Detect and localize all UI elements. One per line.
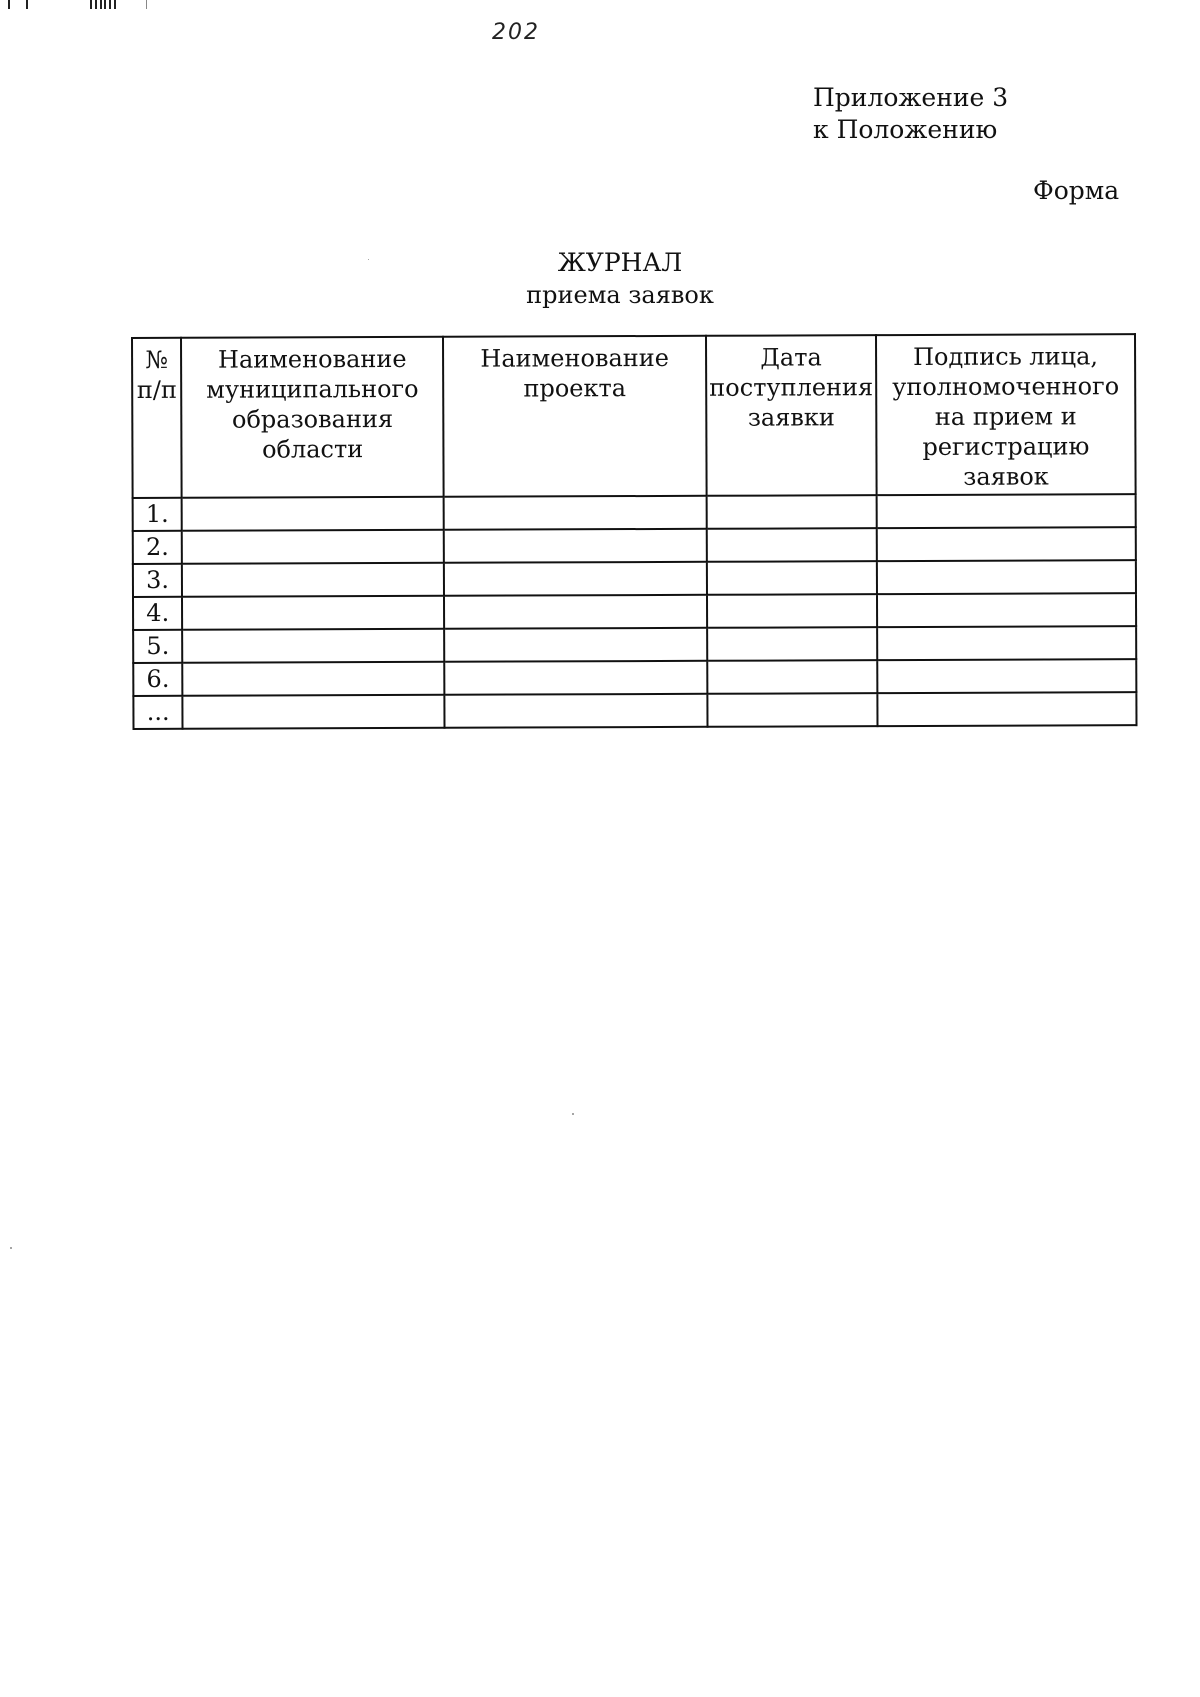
cell-municipality	[182, 629, 444, 663]
header-number: № п/п	[132, 338, 182, 498]
cell-date	[707, 528, 877, 562]
cell-signature	[877, 560, 1136, 594]
header-signature: Подпись лица, уполномоченного на прием и регистрацию заявок	[876, 334, 1136, 495]
form-label: Форма	[1033, 176, 1120, 205]
table-row	[133, 527, 1136, 564]
cell-municipality	[182, 530, 444, 564]
scan-speck	[10, 1247, 12, 1249]
appendix-line-2: к Положению	[813, 115, 998, 144]
cell-signature	[877, 659, 1136, 693]
table-row	[133, 494, 1136, 531]
cell-project	[444, 562, 707, 596]
table-row	[133, 626, 1136, 663]
document-title: ЖУРНАЛ	[557, 248, 683, 277]
scan-speck	[572, 1113, 574, 1115]
cell-municipality	[183, 695, 445, 729]
scan-edge-marks	[8, 0, 148, 10]
cell-signature	[877, 494, 1136, 528]
cell-date	[707, 495, 877, 529]
cell-date	[707, 594, 877, 628]
cell-municipality	[182, 596, 444, 630]
table-row	[133, 659, 1136, 696]
row-number: 2.	[133, 531, 182, 564]
cell-project	[444, 529, 707, 563]
cell-signature	[877, 527, 1136, 561]
cell-date	[707, 627, 877, 661]
cell-municipality	[182, 497, 444, 531]
row-number: ...	[133, 696, 182, 729]
applications-journal-table	[131, 333, 1138, 730]
row-number: 4.	[133, 597, 182, 630]
row-number: 6.	[133, 663, 182, 696]
appendix-line-1: Приложение 3	[813, 83, 1009, 112]
cell-project	[444, 595, 707, 629]
table-row	[133, 593, 1136, 630]
cell-project	[444, 496, 707, 530]
cell-municipality	[182, 563, 444, 597]
cell-date	[707, 561, 877, 595]
row-number: 1.	[133, 498, 182, 531]
handwritten-page-number: 202	[492, 20, 540, 45]
cell-date	[707, 693, 877, 727]
table-row	[133, 692, 1136, 729]
table-header-row	[132, 334, 1136, 498]
cell-project	[444, 628, 707, 662]
header-project: Наименование проекта	[443, 336, 707, 497]
cell-signature	[877, 692, 1136, 726]
scan-speck	[368, 259, 369, 260]
table-row	[133, 560, 1136, 597]
cell-signature	[877, 626, 1136, 660]
row-number: 5.	[133, 630, 182, 663]
header-municipality: Наименование муниципального образования области	[181, 337, 443, 498]
row-number: 3.	[133, 564, 182, 597]
cell-municipality	[183, 662, 445, 696]
cell-project	[444, 694, 707, 728]
appendix-reference	[813, 82, 1008, 146]
cell-signature	[877, 593, 1136, 627]
cell-project	[444, 661, 707, 695]
cell-date	[707, 660, 877, 694]
document-subtitle: приема заявок	[526, 281, 714, 309]
header-date: Дата поступления заявки	[706, 335, 876, 496]
